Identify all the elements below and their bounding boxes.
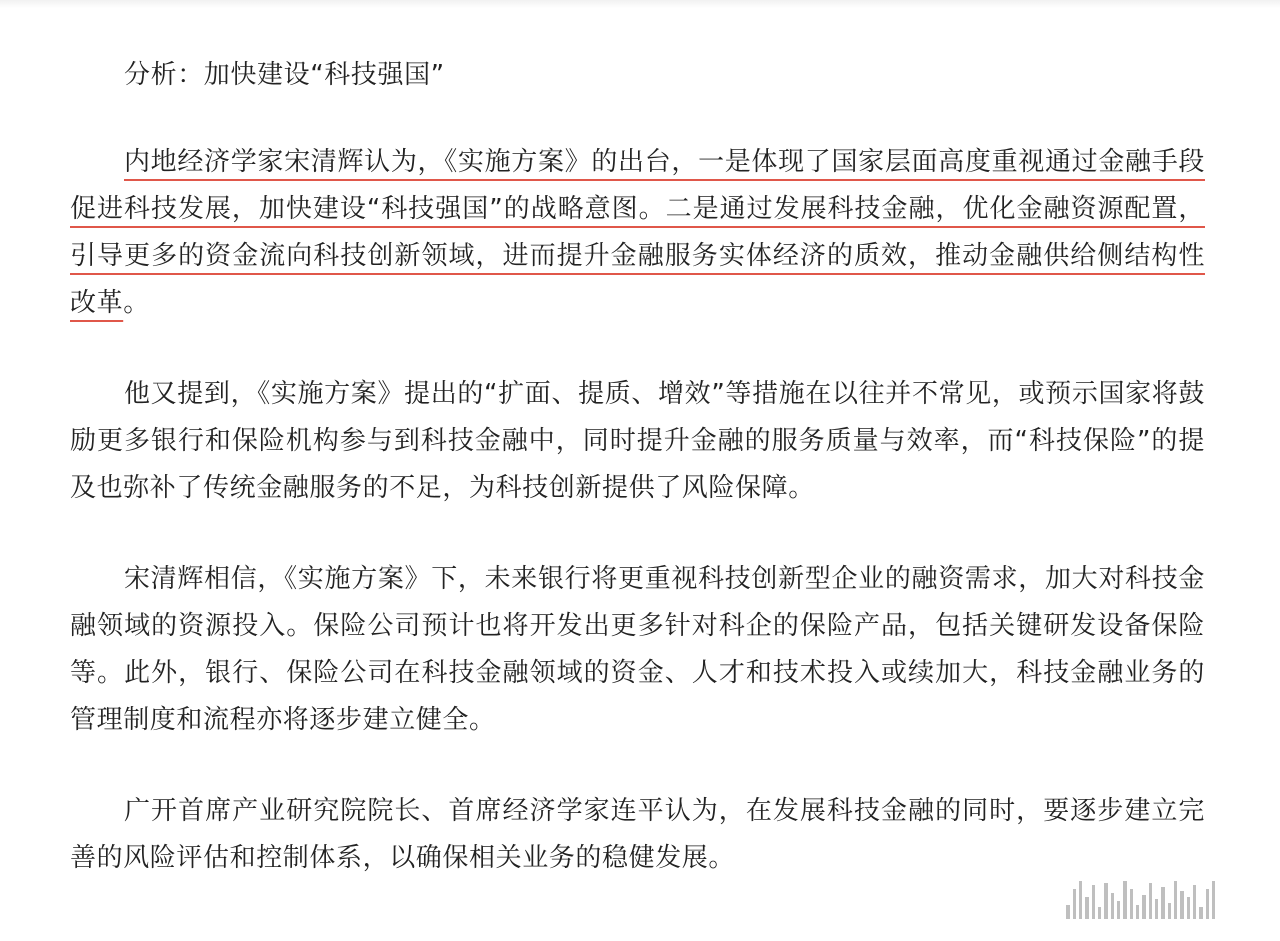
watermark-bar [1066,905,1070,919]
watermark-bar [1111,893,1114,919]
paragraph-4: 广开首席产业研究院院长、首席经济学家连平认为，在发展科技金融的同时，要逐步建立完善的风险评估和控制体系，以确保相关业务的稳健发展。 [70,796,1205,873]
watermark-bar [1149,883,1152,919]
barcode-watermark [1066,879,1256,919]
watermark-bar [1085,897,1089,919]
watermark-bar [1168,903,1171,919]
watermark-bar [1130,889,1133,919]
watermark-bar [1161,887,1165,919]
paragraph-highlighted [70,139,1205,327]
watermark-bar [1206,889,1209,919]
article-body [70,52,1205,926]
watermark-bar [1098,907,1101,919]
watermark-bar [1123,881,1127,919]
watermark-bar [1155,899,1158,919]
section-subtitle: 分析：加快建设“科技强国” [124,60,445,90]
watermark-bar [1187,897,1190,919]
top-edge-shadow [0,0,1280,8]
watermark-bar [1212,881,1215,919]
watermark-bar [1079,881,1082,919]
watermark-bar [1142,895,1146,919]
watermark-bar [1136,905,1139,919]
watermark-bar [1199,907,1203,919]
highlighted-paragraph-end: 。 [123,288,150,318]
watermark-bar [1073,889,1076,919]
paragraph-2: 他又提到，《实施方案》提出的“扩面、提质、增效”等措施在以往并不常见，或预示国家将鼓励更多银行和保险机构参与到科技金融中，同时提升金融的服务质量与效率，而“科技保险”的提及也弥补了传统金融服务的不足，为科技创新提供了风险保障。 [70,379,1205,503]
watermark-bar [1193,885,1196,919]
watermark-bar [1117,901,1120,919]
watermark-bar [1104,883,1108,919]
watermark-bar [1092,885,1095,919]
highlighted-text: 内地经济学家宋清辉认为，《实施方案》的出台，一是体现了国家层面高度重视通过金融手段促进科技发展，加快建设“科技强国”的战略意图。二是通过发展科技金融，优化金融资源配置，引导更多的资金流向科技创新领域，进而提升金融服务实体经济的质效，推动金融供给侧结构性改革 [70,147,1205,318]
watermark-bar [1174,881,1177,919]
watermark-bar [1180,891,1184,919]
paragraph-3: 宋清辉相信，《实施方案》下，未来银行将更重视科技创新型企业的融资需求，加大对科技金融领域的资源投入。保险公司预计也将开发出更多针对科企的保险产品，包括关键研发设备保险等。此外，银行、保险公司在科技金融领域的资金、人才和技术投入或续加大，科技金融业务的管理制度和流程亦将逐步建立健全。 [70,564,1205,735]
